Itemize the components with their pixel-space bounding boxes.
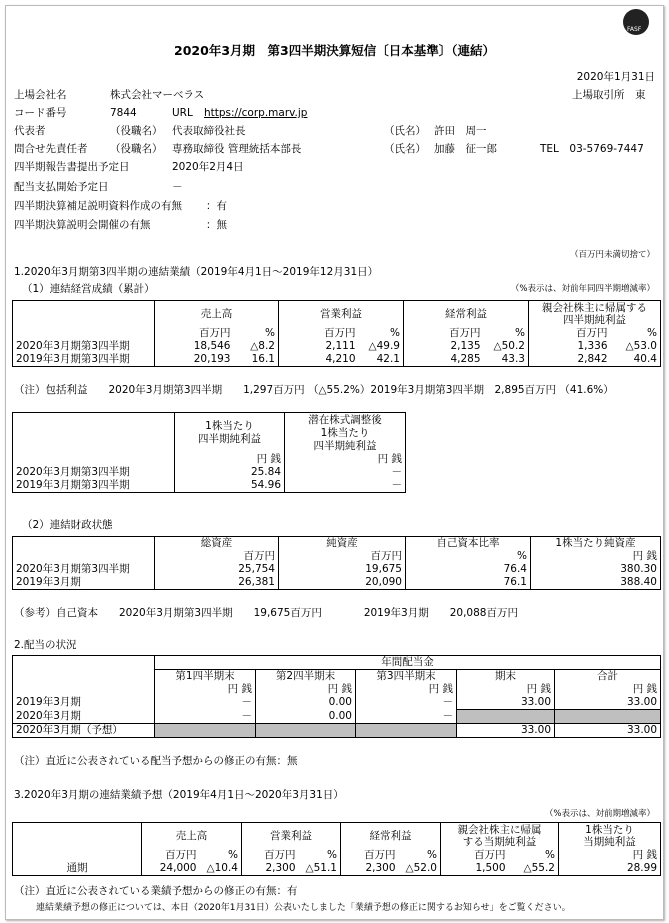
unit: 百万円 [341, 849, 399, 862]
label-dividend-date: 配当支払開始予定日 [14, 181, 109, 193]
cell: 33.00 [555, 724, 661, 738]
rep-title: 代表取締役社長 [172, 125, 246, 137]
cell: 2,300 [341, 862, 399, 876]
header: 純資産 [279, 537, 406, 551]
dividend-title: 2.配当の状況 [14, 639, 77, 651]
cell: 1,500 [441, 862, 509, 876]
unit: 円 銭 [531, 550, 661, 563]
header: する当期純利益 [462, 836, 537, 848]
unit: 百万円 [404, 327, 484, 340]
supplement: ：有 [206, 200, 227, 212]
equity-note: （参考）自己資本 2020年3月期第3四半期 19,675百万円 2019年3月期 20,088百万円 [14, 607, 518, 619]
label-contact: 問合せ先責任者 [14, 143, 88, 155]
header-net-2: 四半期純利益 [563, 314, 626, 326]
unit: 円 銭 [555, 683, 661, 696]
header: 自己資本比率 [406, 537, 531, 551]
label-briefing: 四半期決算説明会開催の有無 [14, 219, 151, 231]
exchange: 上場取引所 東 [572, 89, 646, 101]
cell: △51.1 [299, 862, 341, 876]
header: 営業利益 [242, 823, 341, 850]
header-ord: 経常利益 [404, 301, 529, 328]
eps-table [12, 412, 406, 493]
row-label: 2019年3月期第3四半期 [13, 353, 155, 367]
unit: 円 銭 [559, 849, 661, 862]
cell: 33.00 [555, 696, 661, 710]
header-op: 営業利益 [279, 301, 404, 328]
header: 合計 [555, 670, 661, 684]
cell: 76.4 [406, 563, 531, 576]
label-rep: 代表者 [14, 125, 46, 137]
cell: 4,210 [279, 353, 359, 367]
header: 第3四半期末 [356, 670, 457, 684]
eps-h: 1株当たり [205, 420, 254, 432]
eps-h: 潜在株式調整後 [308, 413, 382, 426]
cell: 2,842 [529, 353, 611, 367]
unit: % [359, 327, 404, 340]
company-name: 株式会社マーベラス [110, 89, 205, 101]
section-1-sub: （1）連結経営成績（累計） [22, 283, 155, 295]
header: 1株当たり [585, 824, 634, 836]
label-url: URL [172, 107, 193, 119]
cell: 388.40 [531, 576, 661, 590]
cell: － [155, 696, 256, 710]
unit: 円 銭 [155, 683, 256, 696]
header-sales: 売上高 [155, 301, 279, 328]
label-title: （役職名） [110, 125, 163, 137]
cell: △50.2 [484, 340, 529, 353]
briefing: ：無 [206, 219, 227, 231]
cell: 4,285 [404, 353, 484, 367]
pct-note-3: （%表示は、対前期増減率） [544, 809, 655, 819]
dividend-table [12, 655, 661, 738]
cell: 40.4 [611, 353, 661, 367]
header: 期末 [457, 670, 555, 684]
contact-title: 専務取締役 管理統括本部長 [172, 143, 302, 155]
header: 当期純利益 [583, 836, 636, 848]
unit: 円 銭 [285, 453, 406, 466]
header-net-1: 親会社株主に帰属する [542, 302, 647, 314]
label-supplement: 四半期決算補足説明資料作成の有無 [14, 200, 182, 212]
logo-text: FASF [627, 26, 642, 33]
code: 7844 [110, 107, 137, 119]
eps-h: 1株当たり [320, 426, 370, 439]
pct-note-1: （%表示は、対前年同四半期増減率） [510, 284, 655, 294]
cell: 25,754 [155, 563, 279, 576]
cell: － [155, 710, 256, 724]
cell: 28.99 [559, 862, 661, 876]
comprehensive-income-note: （注）包括利益 2020年3月期第3四半期 1,297百万円 （△55.2%）2019年3月期第3四半期 2,895百万円 （41.6%） [14, 384, 614, 396]
header: 年間配当金 [155, 656, 661, 670]
cell: 76.1 [406, 576, 531, 590]
header: 経常利益 [341, 823, 441, 850]
results-table [12, 300, 661, 367]
cell: 26,381 [155, 576, 279, 590]
unit: % [200, 849, 242, 862]
row-label: 2020年3月期第3四半期 [13, 340, 155, 353]
section-2-sub: （2）連結財政状態 [22, 519, 113, 531]
cell-shaded [356, 724, 457, 738]
cell: 20,193 [155, 353, 234, 367]
cell: 0.00 [256, 696, 356, 710]
row-label: 2020年3月期第3四半期 [13, 563, 155, 576]
cell: － [356, 710, 457, 724]
forecast-note: （注）直近に公表されている業績予想からの修正の有無：有 [14, 885, 298, 897]
cell: △52.0 [399, 862, 441, 876]
row-label: 2020年3月期第3四半期 [13, 466, 175, 479]
cell: － [285, 466, 406, 479]
units-note: （百万円未満切捨て） [569, 250, 655, 260]
page-title: 2020年3月期 第3四半期決算短信〔日本基準〕（連結） [174, 43, 495, 58]
header: 第1四半期末 [155, 670, 256, 684]
cell: 2,300 [242, 862, 299, 876]
header: 売上高 [142, 823, 242, 850]
financial-position-table [12, 536, 661, 590]
unit: % [509, 849, 559, 862]
cell: △55.2 [509, 862, 559, 876]
cell: 54.96 [175, 479, 285, 493]
cell: 24,000 [142, 862, 200, 876]
label-name-2: （氏名） [384, 143, 426, 155]
section-1-title: 1.2020年3月期第3四半期の連結業績（2019年4月1日～2019年12月31日） [14, 266, 379, 278]
unit: % [234, 327, 279, 340]
unit: 百万円 [529, 327, 611, 340]
label-company: 上場会社名 [14, 89, 67, 101]
unit: 円 銭 [457, 683, 555, 696]
contact-name: 加藤 征一郎 [434, 143, 497, 155]
label-name: （氏名） [384, 125, 426, 137]
header: 総資産 [155, 537, 279, 551]
unit: 円 銭 [356, 683, 457, 696]
rep-name: 許田 周一 [434, 125, 487, 137]
header: 1株当たり純資産 [531, 537, 661, 551]
label-code: コード番号 [14, 107, 67, 119]
cell: △8.2 [234, 340, 279, 353]
cell: 33.00 [457, 724, 555, 738]
unit: 百万円 [279, 550, 406, 563]
unit: % [406, 550, 531, 563]
cell: － [356, 696, 457, 710]
unit: 百万円 [441, 849, 509, 862]
cell-shaded [457, 710, 555, 724]
cell: △10.4 [200, 862, 242, 876]
unit: 百万円 [155, 550, 279, 563]
dividend-date: － [172, 181, 183, 193]
cell: 0.00 [256, 710, 356, 724]
cell: 16.1 [234, 353, 279, 367]
cell: 1,336 [529, 340, 611, 353]
cell: 18,546 [155, 340, 234, 353]
row-label: 2019年3月期 [13, 576, 155, 590]
label-title-2: （役職名） [110, 143, 163, 155]
unit: 百万円 [242, 849, 299, 862]
cell: 43.3 [484, 353, 529, 367]
header: 第2四半期末 [256, 670, 356, 684]
unit: % [399, 849, 441, 862]
label-report-date: 四半期報告書提出予定日 [14, 161, 130, 173]
cell: 380.30 [531, 563, 661, 576]
unit: 円 銭 [175, 453, 285, 466]
row-label: 2019年3月期第3四半期 [13, 479, 175, 493]
cell: 33.00 [457, 696, 555, 710]
cell: 20,090 [279, 576, 406, 590]
cell-shaded [155, 724, 256, 738]
row-label: 2020年3月期（予想） [13, 724, 155, 738]
forecast-note-2: 連結業績予想の修正については、本日（2020年1月31日）公表いたしました「業績予想の修正に関するお知らせ」をご覧ください。 [36, 903, 571, 913]
contact-tel: TEL 03-5769-7447 [540, 143, 644, 155]
company-url-link[interactable]: https://corp.marv.jp [204, 107, 308, 119]
unit: 円 銭 [256, 683, 356, 696]
report-date: 2020年1月31日 [576, 71, 655, 83]
unit: % [611, 327, 661, 340]
forecast-table [12, 822, 661, 876]
cell: 25.84 [175, 466, 285, 479]
cell: △49.9 [359, 340, 404, 353]
header: 親会社株主に帰属 [457, 824, 542, 836]
cell: 19,675 [279, 563, 406, 576]
cell-shaded [256, 724, 356, 738]
unit: 百万円 [279, 327, 359, 340]
row-label: 通期 [13, 862, 142, 876]
dividend-note: （注）直近に公表されている配当予想からの修正の有無：無 [14, 755, 298, 767]
row-label: 2019年3月期 [13, 696, 155, 710]
unit: 百万円 [155, 327, 234, 340]
cell: 2,135 [404, 340, 484, 353]
forecast-title: 3.2020年3月期の連結業績予想（2019年4月1日～2020年3月31日） [14, 789, 344, 801]
cell: － [285, 479, 406, 493]
report-submit-date: 2020年2月4日 [172, 161, 244, 173]
row-label: 2020年3月期 [13, 710, 155, 724]
cell-shaded [555, 710, 661, 724]
cell: 2,111 [279, 340, 359, 353]
unit: % [299, 849, 341, 862]
cell: △53.0 [611, 340, 661, 353]
unit: % [484, 327, 529, 340]
eps-h: 四半期純利益 [313, 439, 377, 452]
unit: 百万円 [142, 849, 200, 862]
eps-h: 四半期純利益 [198, 433, 261, 445]
cell: 42.1 [359, 353, 404, 367]
